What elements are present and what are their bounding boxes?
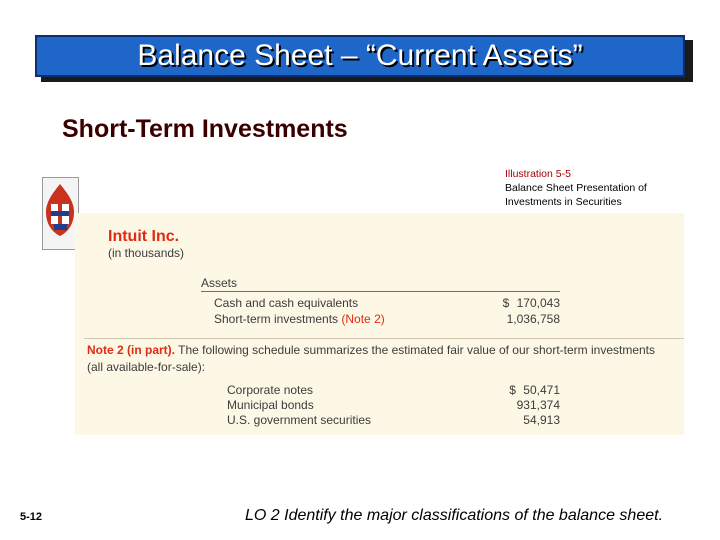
assets-heading: Assets	[201, 276, 238, 290]
statement-row	[214, 312, 560, 326]
statement-row	[214, 296, 560, 310]
illustration-caption-line2: Investments in Securities	[505, 196, 622, 208]
note-label: Note 2 (in part).	[87, 343, 176, 357]
note-reference: (Note 2)	[341, 312, 385, 326]
slide-number: 5-12	[20, 511, 43, 523]
holding-row	[227, 398, 560, 412]
holding-row	[227, 383, 560, 397]
holding-value: 931,374	[516, 398, 560, 412]
row-currency: $	[502, 296, 510, 310]
assets-divider	[201, 291, 560, 292]
illustration-caption	[505, 167, 705, 209]
row-label: Cash and cash equivalents	[214, 296, 359, 310]
company-units: (in thousands)	[108, 246, 185, 260]
holding-value: 54,913	[523, 413, 560, 427]
slide-title: Balance Sheet – “Current Assets”	[137, 39, 583, 72]
row-value: 1,036,758	[506, 312, 560, 326]
holding-label: Corporate notes	[227, 383, 314, 397]
row-label-group	[214, 312, 385, 326]
company-name: Intuit Inc.	[108, 228, 180, 245]
illustration-caption-line1: Balance Sheet Presentation of	[505, 182, 647, 194]
row-amount	[503, 296, 560, 310]
holding-label: Municipal bonds	[227, 398, 314, 412]
note-text: The following schedule summarizes the estimated fair value of our short-term investments (all available-for-sale):	[87, 343, 656, 374]
holding-currency: $	[509, 383, 516, 397]
row-label: Short-term investments	[214, 312, 339, 326]
holding-row	[227, 413, 560, 427]
slide-subtitle: Short-Term Investments	[62, 115, 348, 143]
row-amount	[507, 312, 560, 326]
illustration-number: Illustration 5-5	[505, 168, 571, 180]
holding-label: U.S. government securities	[227, 413, 372, 427]
learning-objective: LO 2 Identify the major classifications of the balance sheet.	[245, 507, 664, 524]
title-banner	[35, 35, 685, 77]
publisher-logo-icon	[42, 177, 79, 250]
holding-value: 50,471	[523, 383, 560, 397]
note-paragraph	[87, 342, 667, 376]
holding-amount	[490, 398, 560, 412]
holding-amount	[490, 383, 560, 397]
note-divider	[84, 338, 684, 339]
holding-amount	[490, 413, 560, 427]
row-value: 170,043	[516, 296, 560, 310]
